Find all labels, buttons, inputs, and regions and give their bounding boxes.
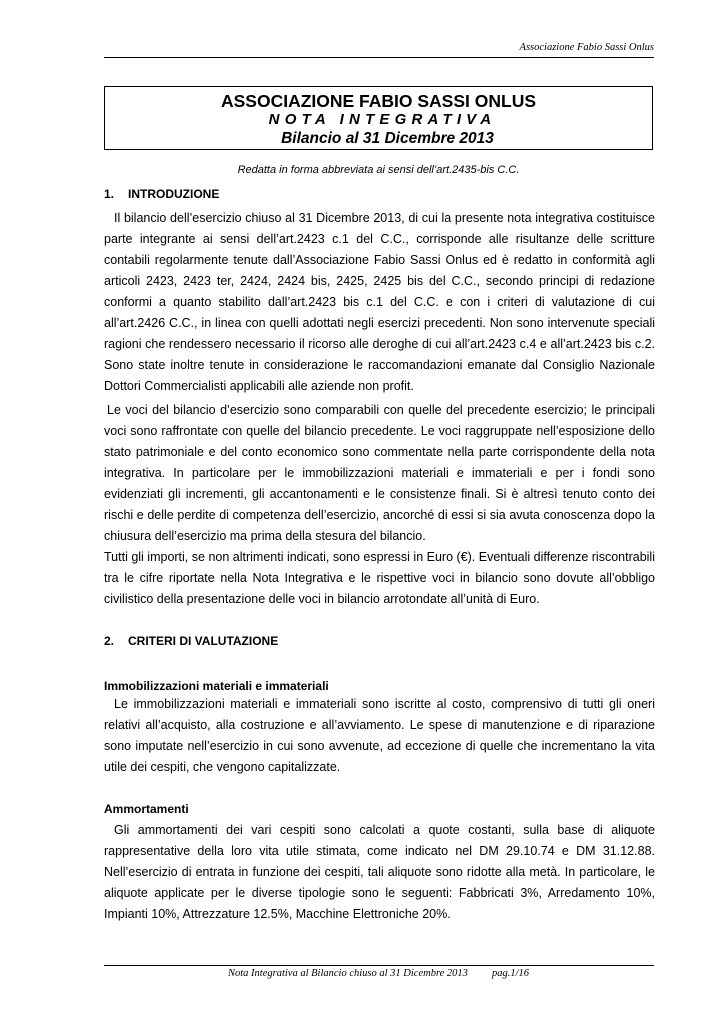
fixed-assets-paragraph: Le immobilizzazioni materiali e immateriali sono iscritte al costo, comprensivo di tutti gli oneri relativi all’acquisto, alla costruzione e all’avviamento. Le spese di manutenzione e di riparazione sono imputate nell’esercizio in cui sono avvenute, ad eccezione di quelle che incrementano la vita utile dei cespiti, che vengono capitalizzate. [104, 697, 655, 774]
intro-paragraph-3: Tutti gli importi, se non altrimenti indicati, sono espressi in Euro (€). Eventuali differenze riscontrabili tra le cifre riportate nella Nota Integrativa e le rispettive voci in bilancio sono dovute all’obbligo civilistico della presentazione delle voci in bilancio arrotondate all’unità di Euro. [104, 550, 655, 606]
page-number: pag.1/16 [491, 968, 529, 979]
depreciation-heading: Ammortamenti [104, 802, 189, 816]
header-rule [104, 57, 654, 58]
section-2-heading [104, 634, 278, 648]
section-2-title: CRITERI DI VALUTAZIONE [128, 634, 279, 648]
document-subtitle: NOTA INTEGRATIVA [268, 111, 497, 128]
section-1-number: 1. [104, 187, 115, 201]
balance-date: Bilancio al 31 Dicembre 2013 [281, 130, 494, 147]
running-header: Associazione Fabio Sassi Onlus [519, 42, 654, 53]
footer-rule [104, 965, 654, 966]
footer-text: Nota Integrativa al Bilancio chiuso al 31 Dicembre 2013 [228, 968, 468, 979]
document-title: ASSOCIAZIONE FABIO SASSI ONLUS [220, 91, 537, 111]
section-2-number: 2. [104, 634, 115, 648]
intro-paragraph-1: Il bilancio dell’esercizio chiuso al 31 Dicembre 2013, di cui la presente nota integrativa costituisce parte integrante ai sensi dell’art.2423 c.1 del C.C., corrisponde alle risultanze delle scritture contabili regolarmente tenute dall’Associazione Fabio Sassi Onlus ed è redatto in conformità agli articoli 2423, 2423 ter, 2424, 2424 bis, 2425, 2425 bis del C.C., secondo principi di redazione conformi a quanto stabilito dall’art.2423 bis c.1 del C.C. e con i criteri di valutazione di cui all’art.2426 C.C., in linea con quelli adottati negli esercizi precedenti. Non sono intervenute speciali ragioni che rendessero necessario il ricorso alle deroghe di cui all’art.2423 c.4 e all’art.2423 bis c.2. Sono state inoltre tenute in considerazione le raccomandazioni emanate dal Consiglio Nazionale Dottori Commercialisti applicabili alle aziende non profit. [104, 211, 655, 393]
title-box [104, 86, 653, 150]
page-footer [104, 968, 653, 979]
section-1-title: INTRODUZIONE [128, 187, 220, 201]
intro-paragraph-2: Le voci del bilancio d’esercizio sono comparabili con quelle del precedente esercizio; le principali voci sono raffrontate con quelle del bilancio precedente. Le voci raggruppate nell’esposizione dello stato patrimoniale e del conto economico sono commentate nella parte corrispondente della nota integrativa. In particolare per le immobilizzazioni materiali e immateriali e per i fondi sono evidenziati gli incrementi, gli accantonamenti e le consistenze finali. Si è altresì tenuto conto dei rischi e delle perdite di competenza dell’esercizio, ancorché di essi si sia avuta conoscenza dopo la chiusura dell’esercizio ma prima della stesura del bilancio. [104, 403, 655, 543]
legal-note: Redatta in forma abbreviata ai sensi dell’art.2435-bis C.C. [237, 164, 520, 176]
depreciation-paragraph: Gli ammortamenti dei vari cespiti sono calcolati a quote costanti, sulla base di aliquote rappresentative della loro vita utile stimata, come indicato nel DM 29.10.74 e DM 31.12.88. Nell’esercizio di entrata in funzione dei cespiti, tali aliquote sono ridotte alla metà. In particolare, le aliquote applicate per le diverse tipologie sono le seguenti: Fabbricati 3%, Arredamento 10%, Impianti 10%, Attrezzature 12.5%, Macchine Elettroniche 20%. [104, 823, 655, 921]
fixed-assets-heading: Immobilizzazioni materiali e immateriali [104, 679, 329, 693]
section-1-heading [104, 187, 219, 201]
